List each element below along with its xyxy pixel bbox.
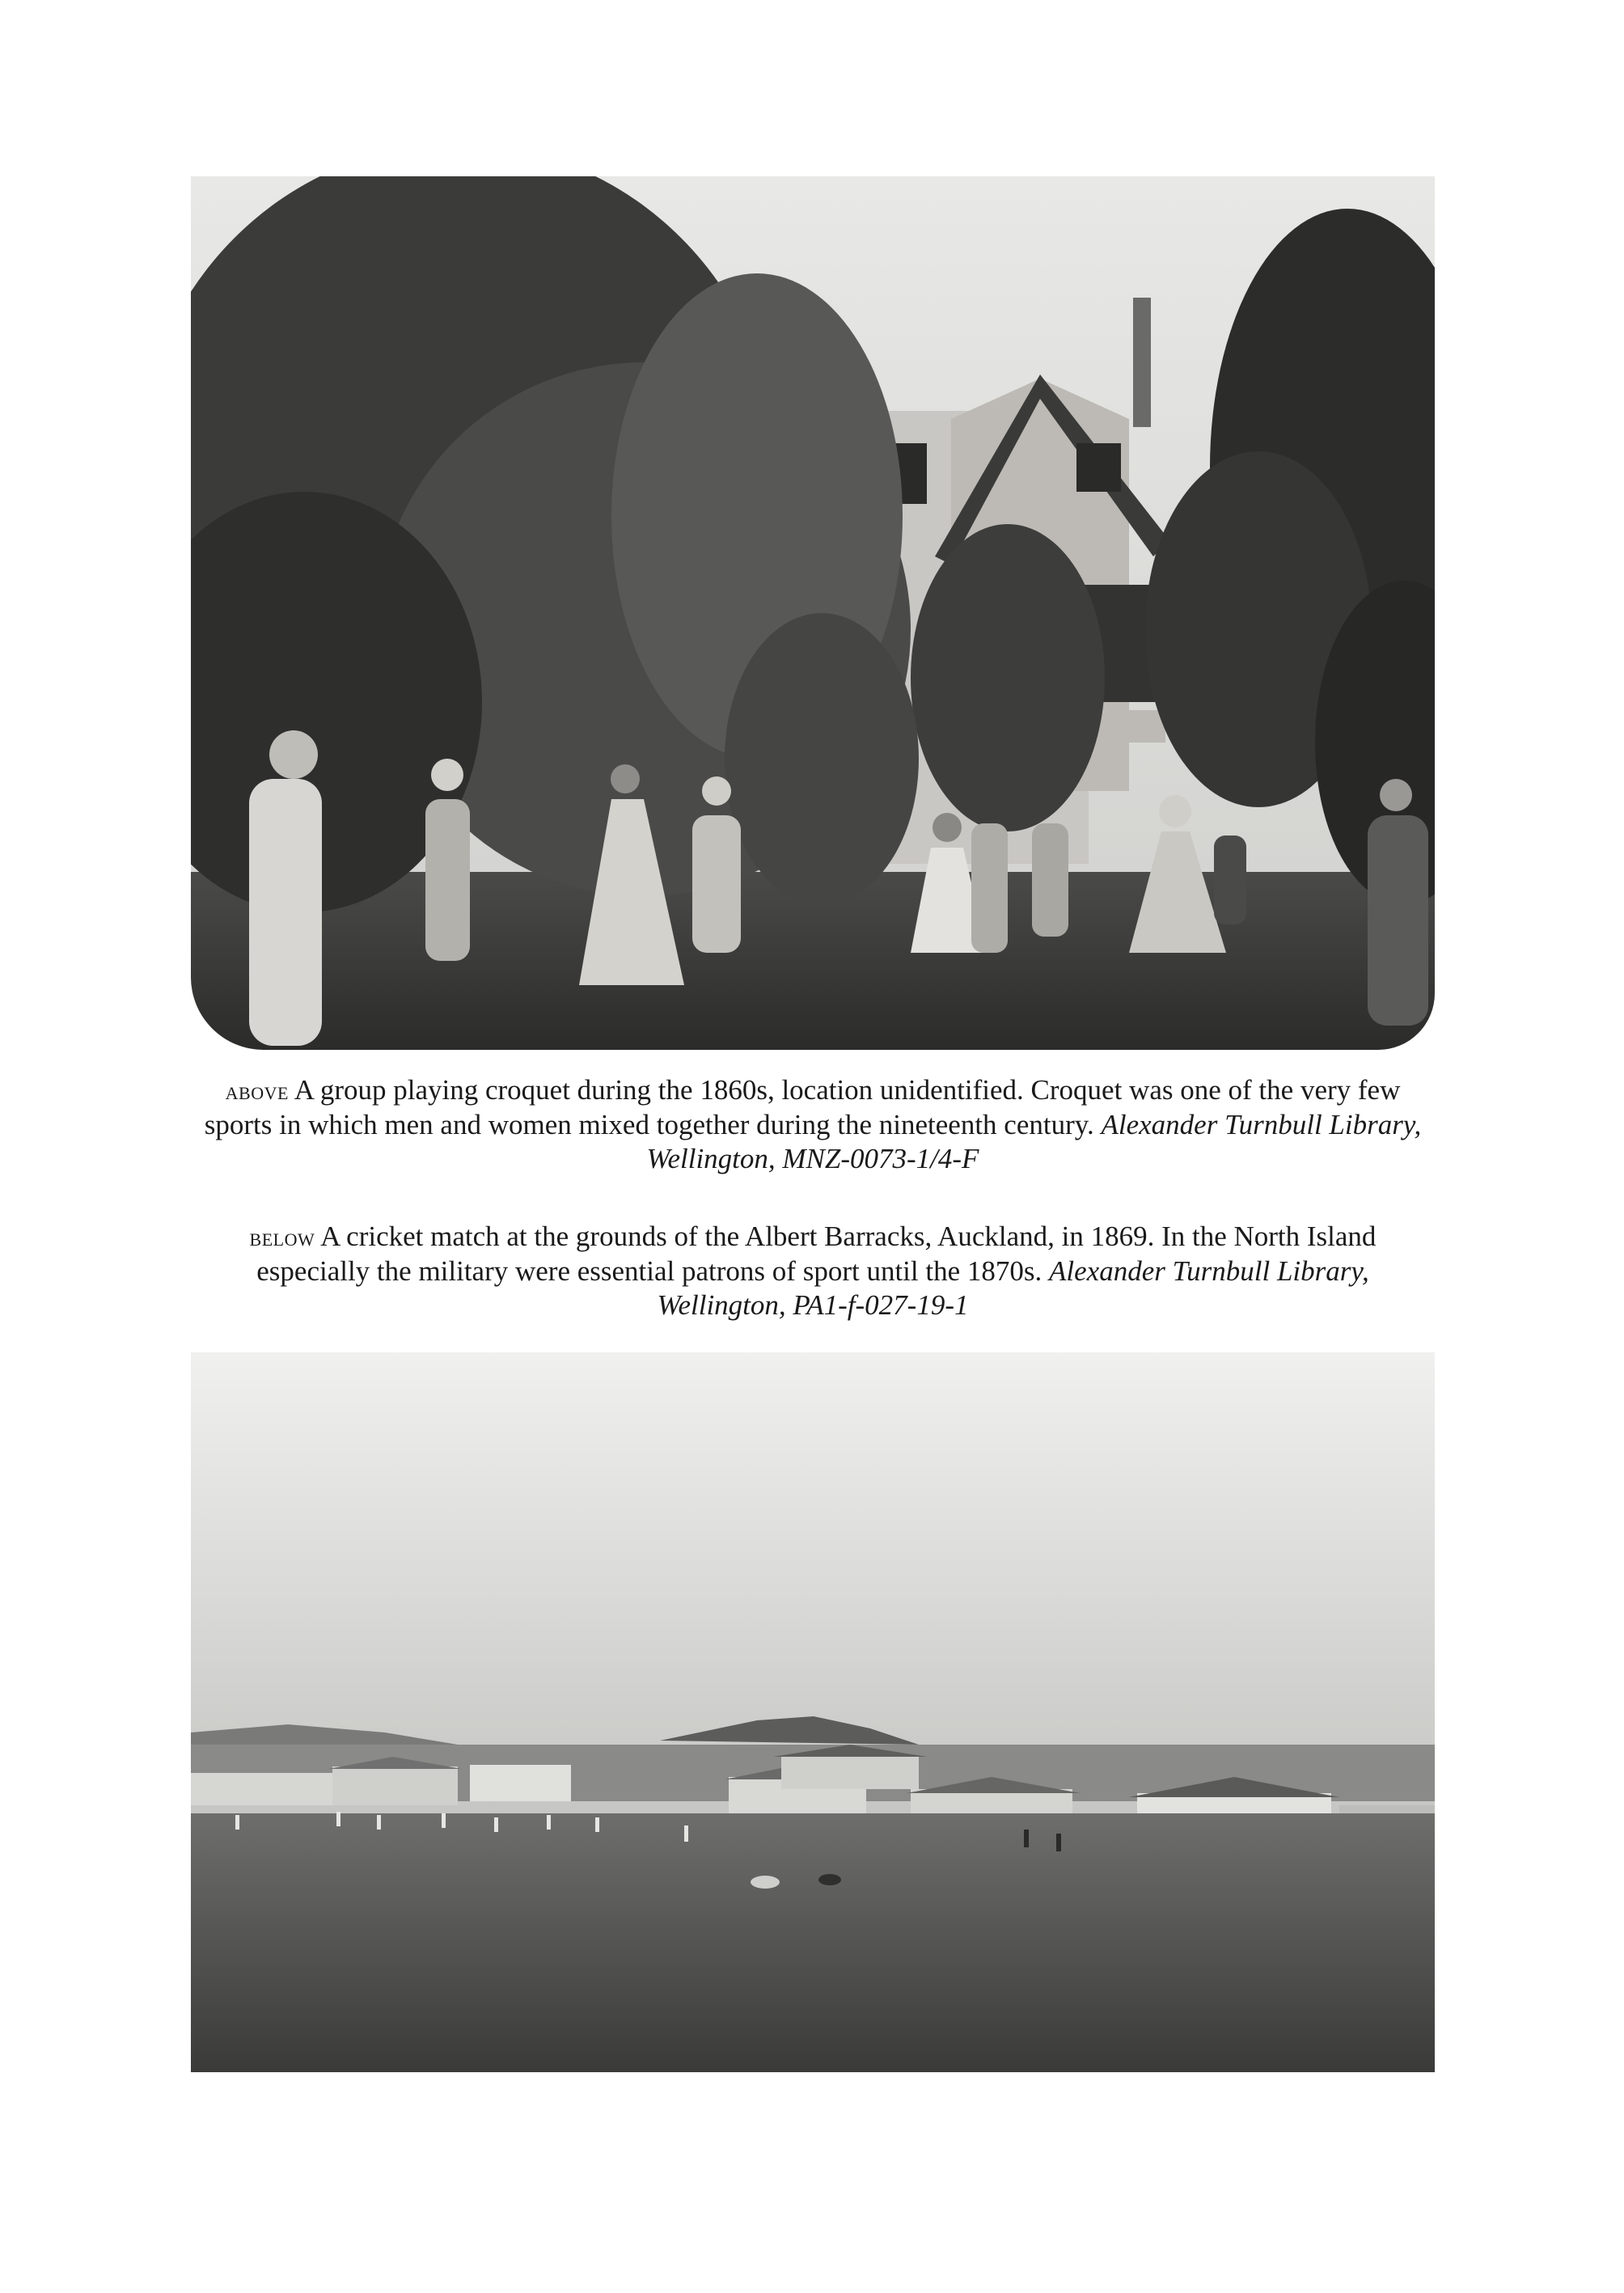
caption-above-credit: Alexander Turnbull Library, Wellington, MNZ-0073-1/4-F <box>646 1109 1422 1174</box>
caption-above-lead: above <box>225 1077 289 1105</box>
caption-below-lead: below <box>249 1223 315 1251</box>
cricket-field <box>191 1813 1435 2072</box>
caption-below-credit: Alexander Turnbull Library, Wellington, PA1-f-027-19-1 <box>657 1255 1369 1321</box>
caption-above <box>191 1073 1435 1176</box>
caption-below <box>191 1220 1435 1322</box>
caption-above-text: A group playing croquet during the 1860s, location unidentified. Croquet was one of the very few sports in which men and women mixed together during the nineteenth century. <box>204 1074 1401 1140</box>
cricket-photo-illustration <box>191 1352 1435 2072</box>
croquet-photo-illustration <box>191 176 1435 1050</box>
cricket-photograph <box>191 1352 1435 2072</box>
croquet-photograph <box>191 176 1435 1050</box>
caption-below-text: A cricket match at the grounds of the Albert Barracks, Auckland, in 1869. In the North Island especially the military were essential patrons of sport until the 1870s. <box>256 1221 1377 1287</box>
